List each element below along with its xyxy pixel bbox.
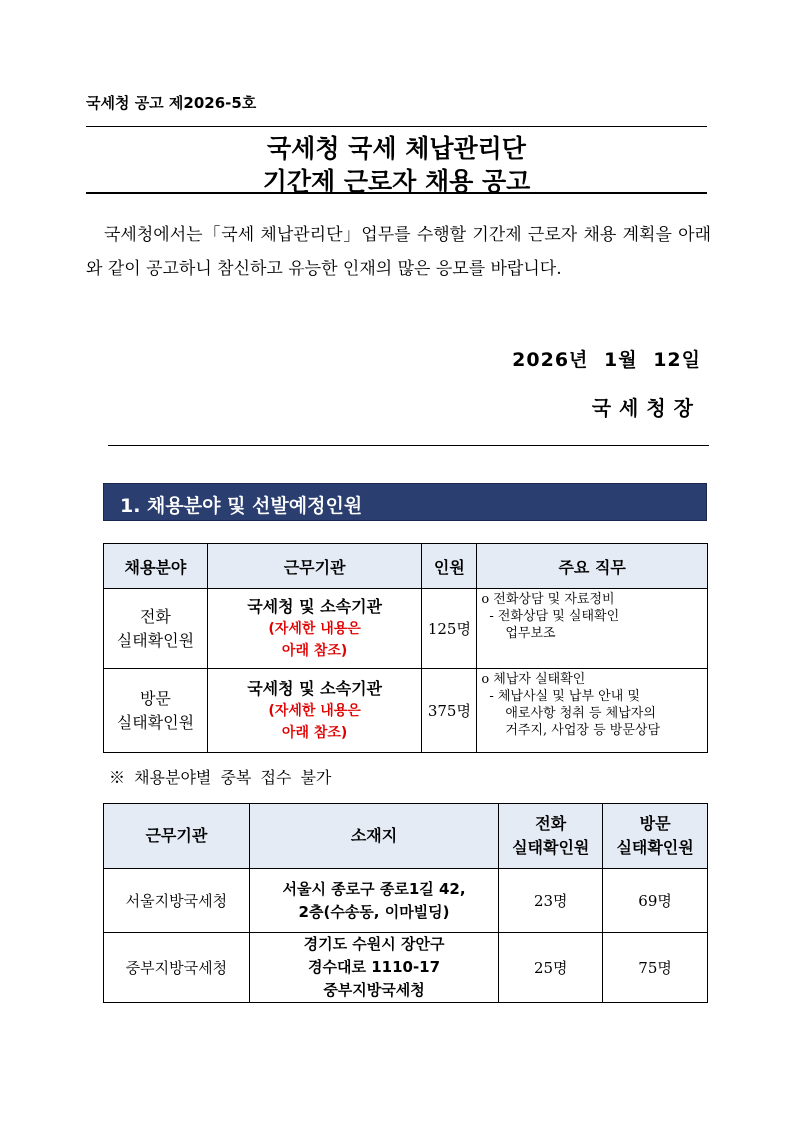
table-header-row bbox=[104, 804, 708, 869]
duty-cell bbox=[477, 669, 708, 753]
duty-main: o 전화상담 및 자료정비 bbox=[481, 592, 615, 607]
col-header-phone-count bbox=[499, 804, 603, 869]
headcount-cell: 125명 bbox=[422, 589, 477, 669]
duty-continuation: 업무보조 bbox=[505, 626, 556, 641]
office-name: 중부지방국세청 bbox=[104, 933, 250, 1003]
table-row bbox=[104, 669, 708, 753]
header-text: 방문 bbox=[639, 814, 671, 833]
issuer-name: 국세청장 bbox=[591, 396, 701, 420]
recruitment-table bbox=[103, 543, 708, 753]
address-line: 경기도 수원시 장안구 bbox=[303, 935, 445, 953]
signature-divider bbox=[108, 445, 709, 446]
intro-paragraph: 국세청에서는「국세 체납관리단」업무를 수행할 기간제 근로자 채용 계획을 아래와 같이 공고하니 참신하고 유능한 인재의 많은 응모를 바랍니다. bbox=[86, 225, 711, 279]
col-header-field: 채용분야 bbox=[104, 544, 208, 589]
org-cell bbox=[207, 589, 422, 669]
office-address bbox=[249, 933, 499, 1003]
title-divider bbox=[86, 192, 707, 194]
field-name: 실태확인원 bbox=[116, 712, 195, 732]
org-note: (자세한 내용은 bbox=[268, 620, 361, 637]
col-header-location: 소재지 bbox=[249, 804, 499, 869]
office-address bbox=[249, 869, 499, 933]
col-header-office: 근무기관 bbox=[104, 804, 250, 869]
duty-sub: - 체납사실 및 납부 안내 및 bbox=[489, 689, 640, 704]
notice-number: 국세청 공고 제2026-5호 bbox=[86, 94, 257, 112]
duty-continuation: 거주지, 사업장 등 방문상담 bbox=[505, 723, 661, 738]
field-name: 실태확인원 bbox=[116, 630, 195, 650]
org-name: 국세청 및 소속기관 bbox=[247, 596, 382, 616]
col-header-duty: 주요 직무 bbox=[477, 544, 708, 589]
org-cell bbox=[207, 669, 422, 753]
field-cell bbox=[104, 589, 208, 669]
header-text: 실태확인원 bbox=[616, 838, 694, 857]
section-1-header: 1. 채용분야 및 선발예정인원 bbox=[103, 483, 707, 521]
table-header-row bbox=[104, 544, 708, 589]
duplicate-application-note: ※ 채용분야별 중복 접수 불가 bbox=[109, 768, 332, 787]
address-line: 서울시 종로구 종로1길 42, bbox=[282, 879, 466, 898]
org-note: 아래 참조) bbox=[281, 642, 348, 659]
address-line: 2층(수송동, 이마빌딩) bbox=[298, 902, 450, 921]
table-row bbox=[104, 589, 708, 669]
visit-count: 75명 bbox=[603, 933, 708, 1003]
announcement-date: 2026년 1월 12일 bbox=[512, 349, 701, 371]
org-note: (자세한 내용은 bbox=[268, 702, 361, 719]
field-cell bbox=[104, 669, 208, 753]
field-name: 방문 bbox=[139, 688, 171, 708]
duty-main: o 체납자 실태확인 bbox=[481, 672, 586, 687]
col-header-count: 인원 bbox=[422, 544, 477, 589]
page-title-line2: 기간제 근로자 채용 공고 bbox=[262, 167, 531, 196]
office-table bbox=[103, 803, 708, 1003]
phone-count: 25명 bbox=[499, 933, 603, 1003]
headcount-cell: 375명 bbox=[422, 669, 477, 753]
phone-count: 23명 bbox=[499, 869, 603, 933]
duty-sub: - 전화상담 및 실태확인 bbox=[489, 609, 620, 624]
duty-continuation: 애로사항 청취 등 체납자의 bbox=[505, 706, 656, 721]
header-text: 실태확인원 bbox=[512, 838, 590, 857]
table-row bbox=[104, 933, 708, 1003]
page-title-line1: 국세청 국세 체납관리단 bbox=[267, 134, 526, 163]
field-name: 전화 bbox=[139, 606, 171, 626]
org-note: 아래 참조) bbox=[281, 724, 348, 741]
org-name: 국세청 및 소속기관 bbox=[247, 678, 382, 698]
duty-cell bbox=[477, 589, 708, 669]
address-line: 중부지방국세청 bbox=[323, 981, 425, 999]
top-divider bbox=[86, 126, 707, 127]
col-header-visit-count bbox=[603, 804, 708, 869]
table-row bbox=[104, 869, 708, 933]
col-header-org: 근무기관 bbox=[207, 544, 422, 589]
office-name: 서울지방국세청 bbox=[104, 869, 250, 933]
header-text: 전화 bbox=[535, 814, 567, 833]
visit-count: 69명 bbox=[603, 869, 708, 933]
address-line: 경수대로 1110-17 bbox=[308, 958, 441, 976]
